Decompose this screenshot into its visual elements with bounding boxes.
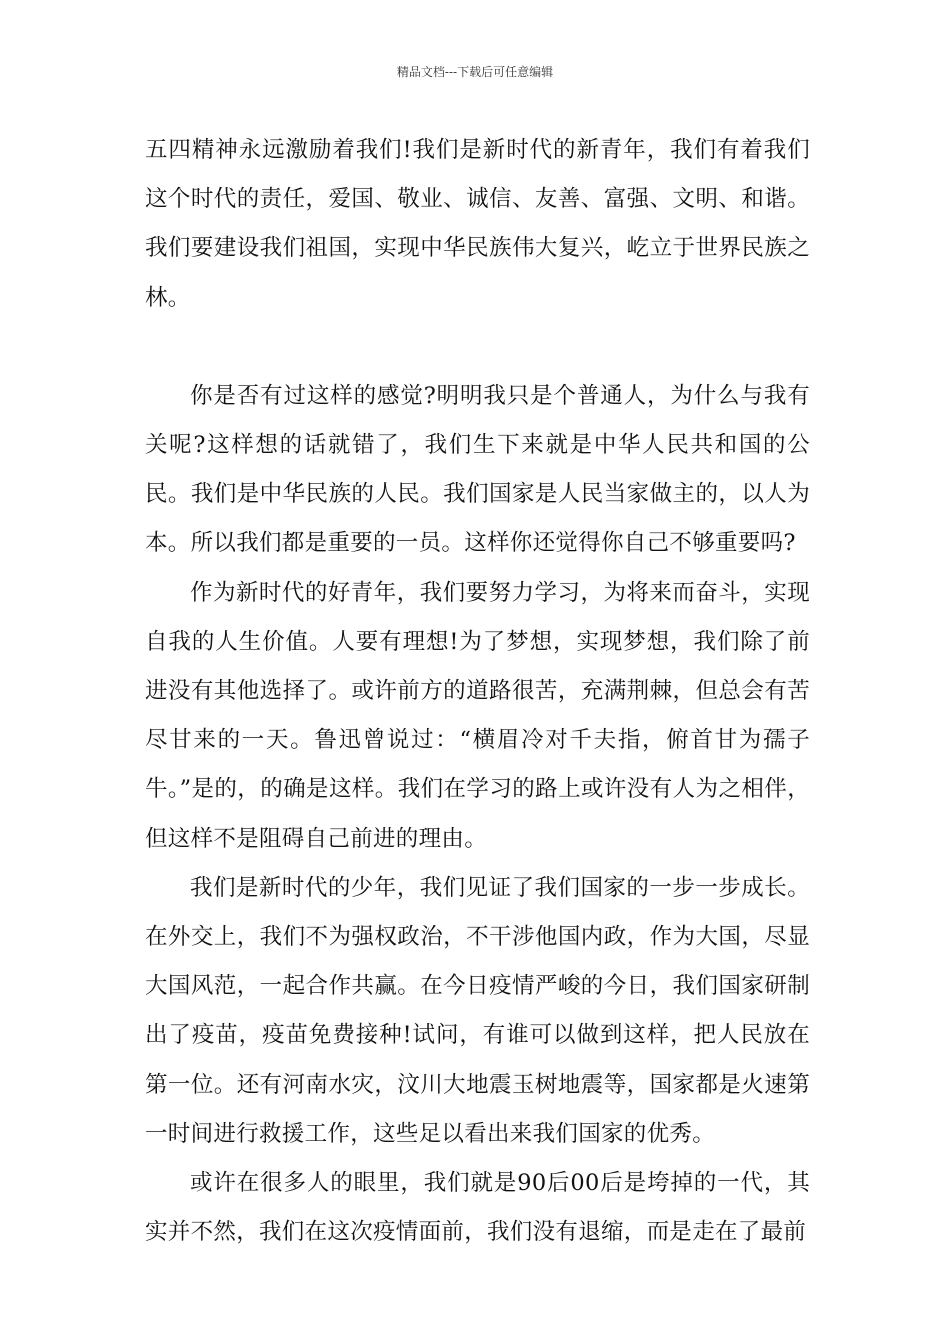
- paragraph-3: 作为新时代的好青年，我们要努力学习，为将来而奋斗，实现自我的人生价值。人要有理想!为了梦想，实现梦想，我们除了前进没有其他选择了。或许前方的道路很苦，充满荆棘，但总会有苦尽甘来的一天。鲁迅曾说过：“横眉冷对千夫指，俯首甘为孺子牛。”是的，的确是这样。我们在学习的路上或许没有人为之相伴，但这样不是阻碍自己前进的理由。: [145, 579, 810, 852]
- page-header: 精品文档---下载后可任意编辑: [396, 65, 554, 79]
- paragraph-4: 我们是新时代的少年，我们见证了我们国家的一步一步成长。在外交上，我们不为强权政治，不干涉他国内政，作为大国，尽显大国风范，一起合作共赢。在今日疫情严峻的今日，我们国家研制出了疫苗，疫苗免费接种!试问，有谁可以做到这样，把人民放在第一位。还有河南水灾，汶川大地震玉树地震等，国家都是火速第一时间进行救援工作，这些足以看出来我们国家的优秀。: [145, 874, 810, 1147]
- paragraph-5: 或许在很多人的眼里，我们就是90后00后是垮掉的一代，其实并不然，我们在这次疫情面前，我们没有退缩，而是走在了最前: [145, 1170, 810, 1246]
- paragraph-2: 你是否有过这样的感觉?明明我只是个普通人，为什么与我有关呢?这样想的话就错了，我们生下来就是中华人民共和国的公民。我们是中华民族的人民。我们国家是人民当家做主的，以人为本。所以我们都是重要的一员。这样你还觉得你自己不够重要吗?: [145, 382, 810, 557]
- document-body: [145, 126, 810, 1257]
- paragraph-1: 五四精神永远激励着我们!我们是新时代的新青年，我们有着我们这个时代的责任，爱国、敬业、诚信、友善、富强、文明、和谐。我们要建设我们祖国，实现中华民族伟大复兴，屹立于世界民族之林。: [145, 137, 810, 311]
